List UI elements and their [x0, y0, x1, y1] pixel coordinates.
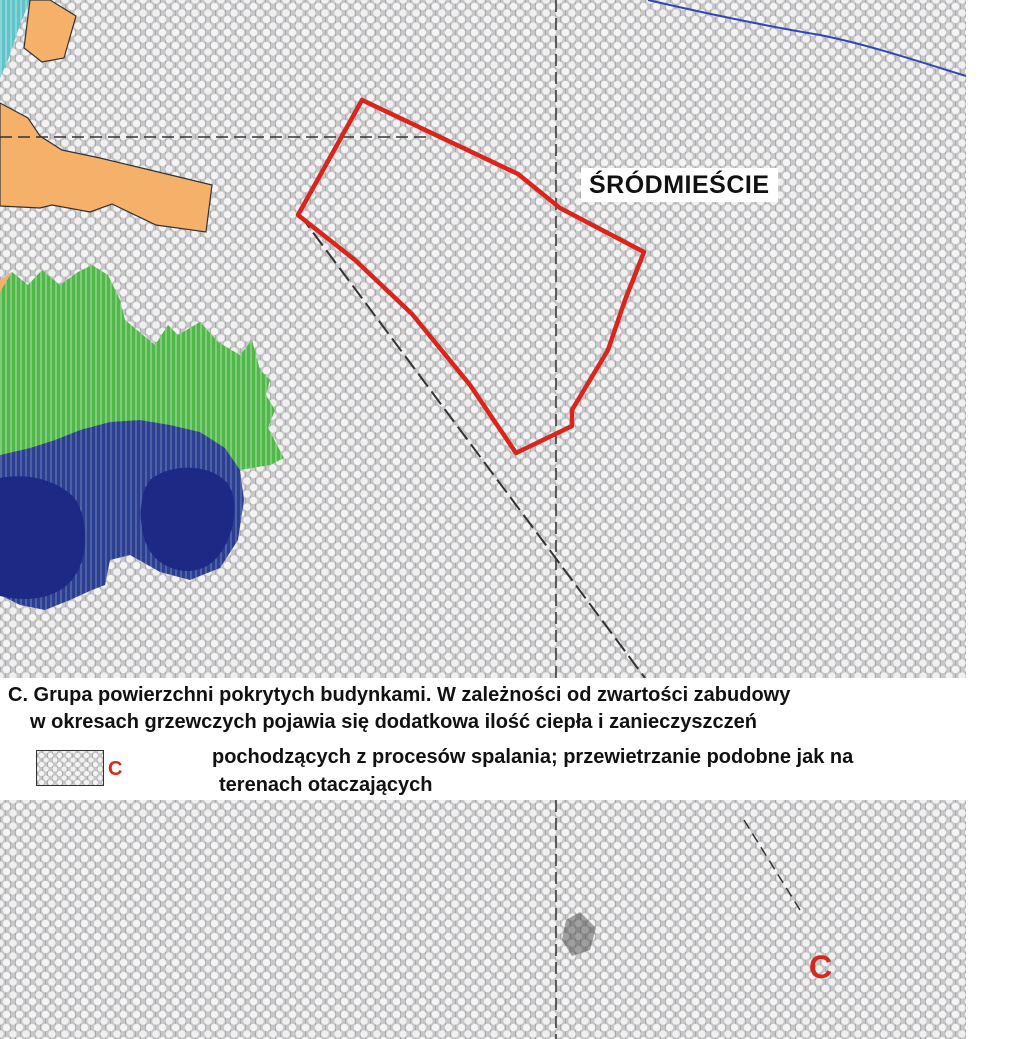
legend-swatch-code: C: [108, 758, 123, 780]
legend-text-line-3: pochodzących z procesów spalania; przewietrzanie podobne jak na: [212, 746, 854, 768]
zone-code-label: C: [809, 949, 833, 985]
river-line: [648, 0, 966, 76]
bottom-map-panel: [0, 800, 966, 1039]
bottom-map-overlay: [0, 800, 966, 1039]
district-label: ŚRÓDMIEŚCIE: [581, 168, 778, 202]
dashed-line-diagonal: [300, 215, 645, 678]
dark-building-cluster: [562, 912, 596, 956]
legend-text-line-2: w okresach grzewczych pojawia się dodatkowa ilość ciepła i zanieczyszczeń: [30, 711, 757, 733]
legend-swatch-built-up: [36, 750, 104, 786]
study-area-boundary: [298, 100, 644, 453]
dashed-line-diagonal-bottom: [744, 820, 800, 910]
orange-zone-top: [24, 0, 76, 62]
orange-zone-left: [0, 103, 212, 232]
legend-text-line-4: terenach otaczających: [219, 774, 433, 796]
legend-text-line-1: C. Grupa powierzchni pokrytych budynkami. W zależności od zwartości zabudowy: [8, 684, 791, 706]
